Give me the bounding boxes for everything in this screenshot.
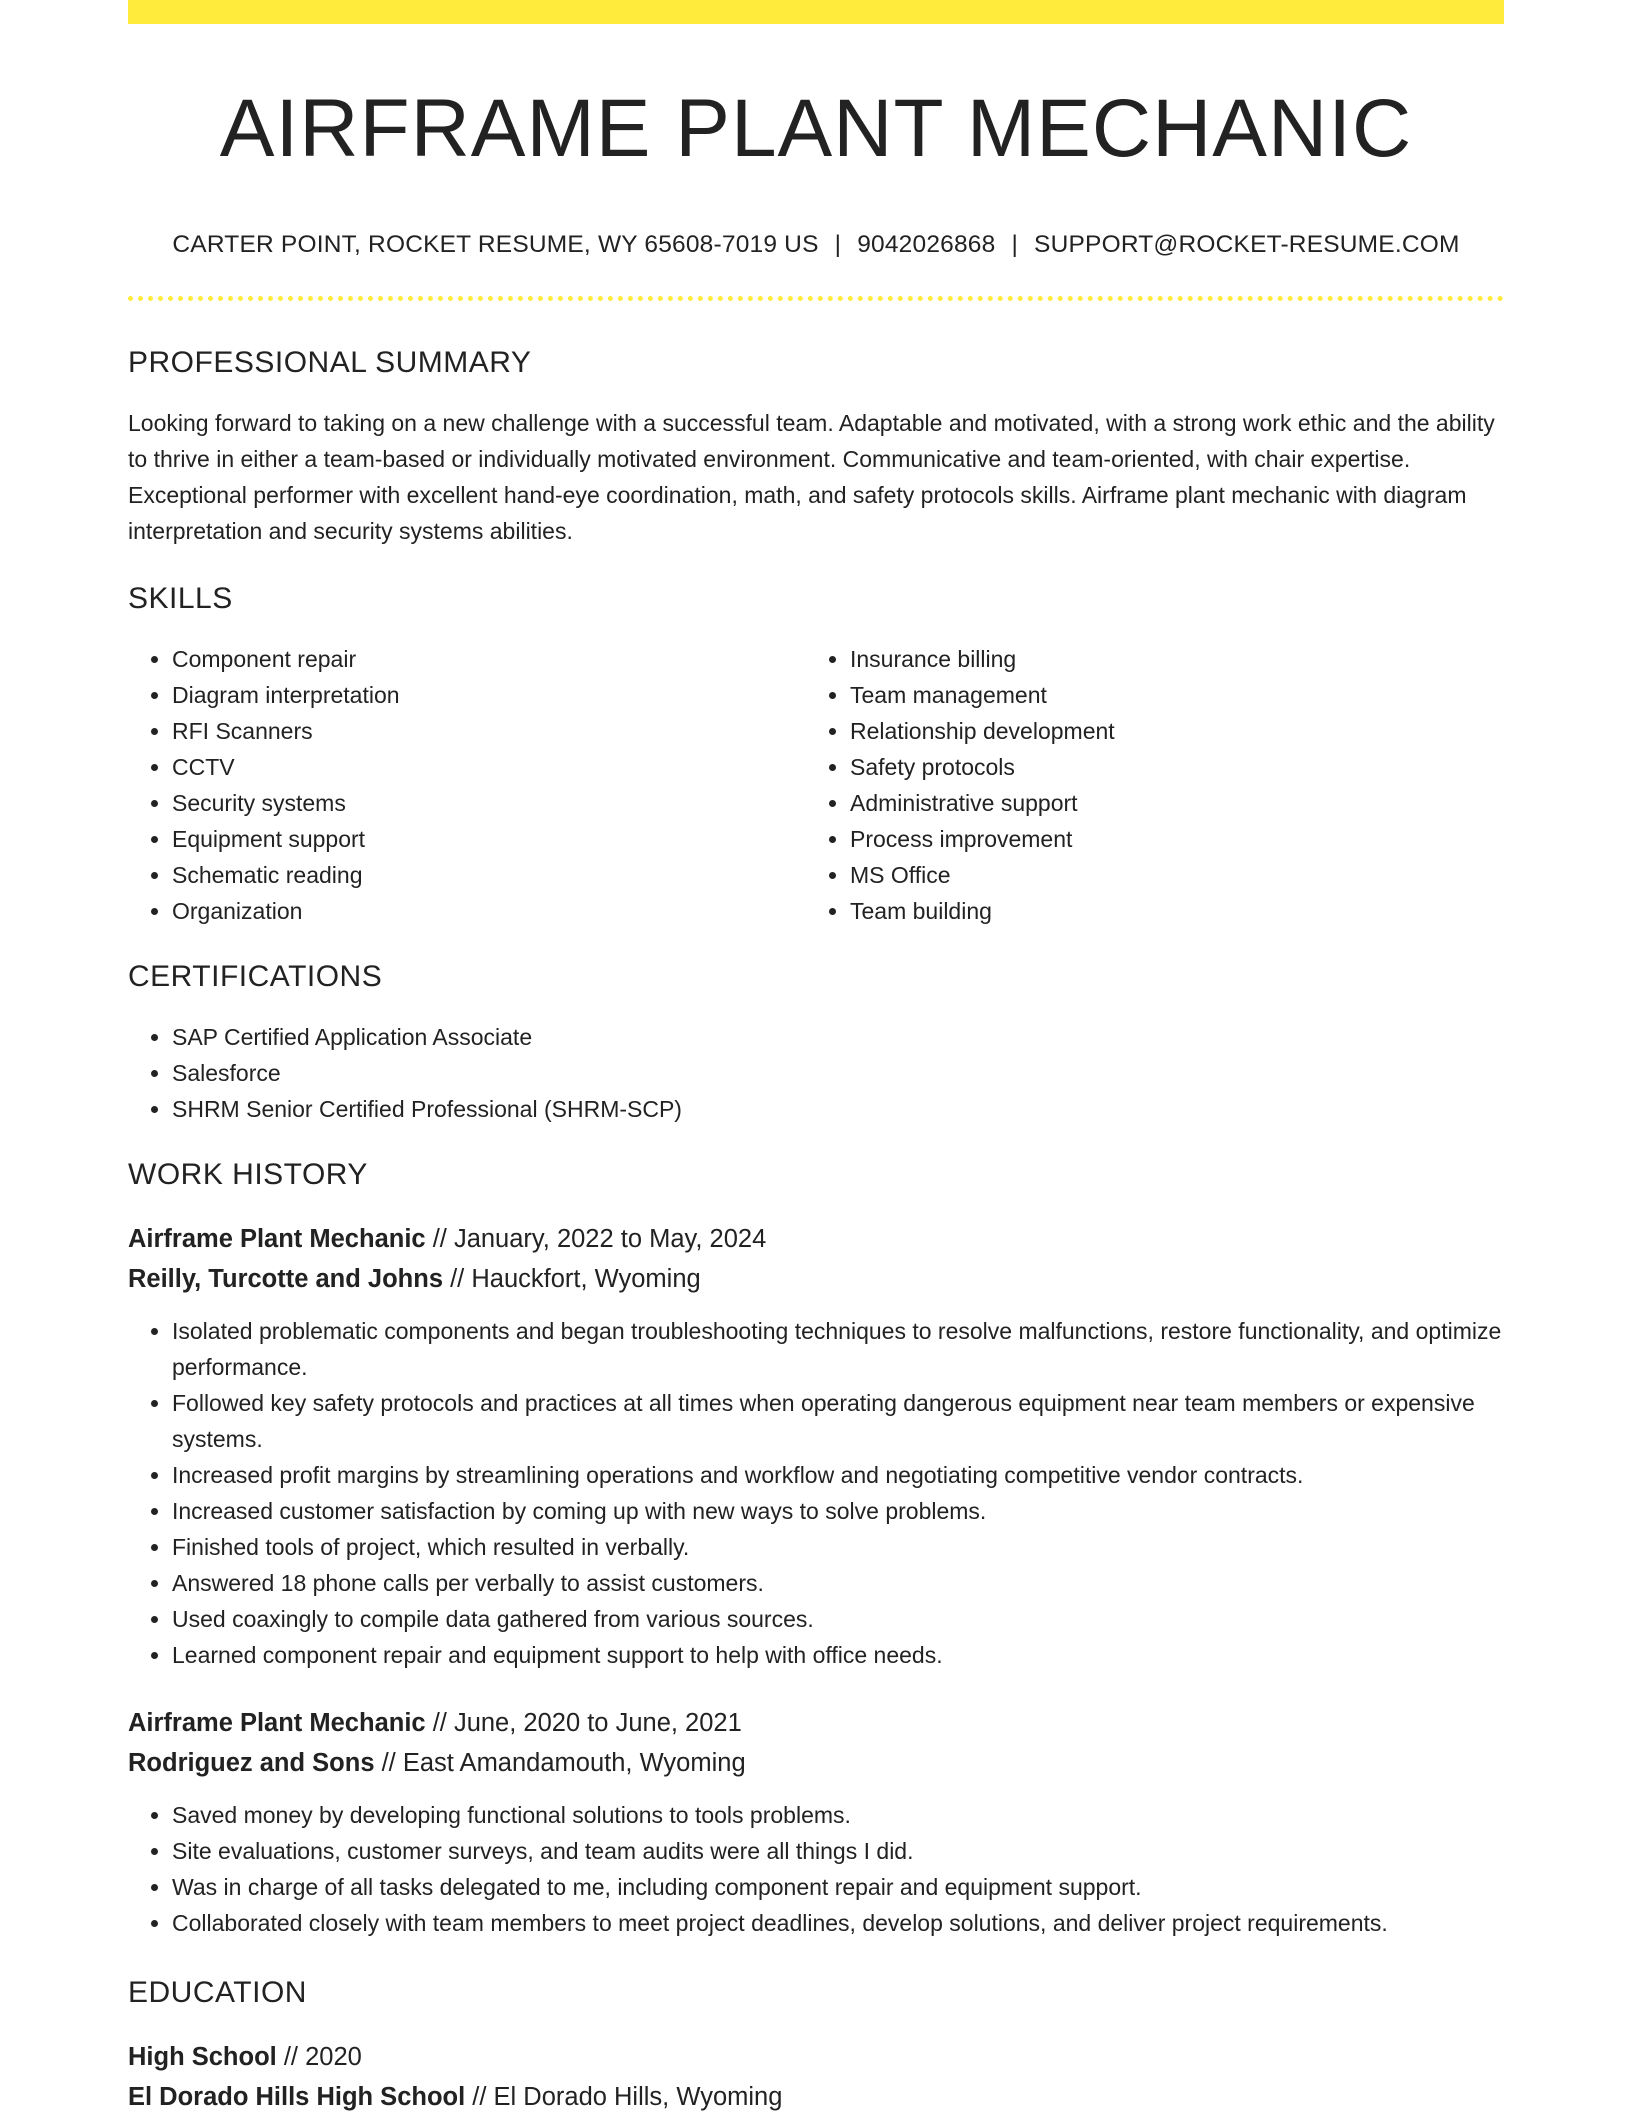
skills-columns [128,641,1504,929]
job-bullet: • Finished tools of project, which resulted in verbally. [172,1529,1504,1565]
education-degree-line [128,2037,1504,2077]
job-role: Airframe Plant Mechanic [128,1224,426,1253]
skill-item: • Relationship development [850,713,1484,749]
contact-line [128,230,1504,259]
skill-item: • Process improvement [850,821,1484,857]
skills-heading: SKILLS [128,581,233,615]
certification-item: • Salesforce [172,1055,1504,1091]
job-company-line [128,1259,1504,1299]
job-bullet: • Collaborated closely with team members to meet project deadlines, develop solutions, and deliver project requirements. [172,1905,1504,1941]
education-school: El Dorado Hills High School [128,2082,466,2111]
job-bullet: • Learned component repair and equipment support to help with office needs. [172,1637,1504,1673]
work-history-heading: WORK HISTORY [128,1157,368,1191]
job-title-line [128,1703,1504,1743]
job-bullet: • Used coaxingly to compile data gathered from various sources. [172,1601,1504,1637]
job-bullet: • Followed key safety protocols and practices at all times when operating dangerous equipment near team members or expensive systems. [172,1385,1504,1457]
certifications-list [128,1019,1504,1127]
job-company: Rodriguez and Sons [128,1748,375,1777]
skill-item: • MS Office [850,857,1484,893]
job-company: Reilly, Turcotte and Johns [128,1264,444,1293]
skill-item: • Equipment support [172,821,806,857]
job-role: Airframe Plant Mechanic [128,1708,426,1737]
summary-heading: PROFESSIONAL SUMMARY [128,345,532,379]
skill-item: • Schematic reading [172,857,806,893]
skills-list-right [806,641,1484,929]
skill-item: • Component repair [172,641,806,677]
job-bullet: • Saved money by developing functional solutions to tools problems. [172,1797,1504,1833]
job-bullet: • Answered 18 phone calls per verbally to assist customers. [172,1565,1504,1601]
education-year: // 2020 [276,2042,362,2071]
job-bullet: • Increased customer satisfaction by coming up with new ways to solve problems. [172,1493,1504,1529]
education-heading: EDUCATION [128,1975,307,2009]
resume-name: AIRFRAME PLANT MECHANIC [219,83,1413,174]
job-location: // East Amandamouth, Wyoming [374,1748,746,1777]
skill-item: • Safety protocols [850,749,1484,785]
skill-item: • Team building [850,893,1484,929]
job-bullet: • Increased profit margins by streamlining operations and workflow and negotiating competitive vendor contracts. [172,1457,1504,1493]
job-entry [128,1219,1504,1673]
skill-item: • CCTV [172,749,806,785]
resume-page [128,0,1504,2117]
job-location: // Hauckfort, Wyoming [443,1264,701,1293]
job-bullets [128,1797,1504,1941]
contact-email[interactable]: SUPPORT@ROCKET-RESUME.COM [1034,231,1460,259]
skill-item: • Diagram interpretation [172,677,806,713]
job-bullet: • Site evaluations, customer surveys, and team audits were all things I did. [172,1833,1504,1869]
accent-top-bar [128,0,1504,24]
education-location: // El Dorado Hills, Wyoming [465,2082,783,2111]
contact-address: CARTER POINT, ROCKET RESUME, WY 65608-7019 US [172,231,819,259]
skill-item: • Insurance billing [850,641,1484,677]
contact-phone[interactable]: 9042026868 [857,231,996,259]
job-entry [128,1703,1504,1941]
job-bullet: • Isolated problematic components and began troubleshooting techniques to resolve malfunctions, restore functionality, and optimize performance. [172,1313,1504,1385]
certification-item: • SHRM Senior Certified Professional (SHRM-SCP) [172,1091,1504,1127]
summary-text: Looking forward to taking on a new challenge with a successful team. Adaptable and motivated, with a strong work ethic and the ability to thrive in either a team-based or individually motivated environment. Communicative and team-oriented, with chair expertise. Exceptional performer with excellent hand-eye coordination, math, and safety protocols skills. Airframe plant mechanic with diagram interpretation and security systems abilities. [128,409,1495,544]
skill-item: • Security systems [172,785,806,821]
skills-list-left [128,641,806,929]
job-dates: // January, 2022 to May, 2024 [425,1224,767,1253]
education-degree: High School [128,2042,277,2071]
skills-column-left [128,641,806,929]
dotted-divider [128,296,1504,301]
contact-separator: | [1011,231,1019,259]
job-bullets [128,1313,1504,1673]
job-bullet: • Was in charge of all tasks delegated to me, including component repair and equipment support. [172,1869,1504,1905]
certification-item: • SAP Certified Application Associate [172,1019,1504,1055]
skill-item: • Team management [850,677,1484,713]
skills-column-right [806,641,1484,929]
job-title-line [128,1219,1504,1259]
job-dates: // June, 2020 to June, 2021 [425,1708,742,1737]
skill-item: • Administrative support [850,785,1484,821]
skill-item: • Organization [172,893,806,929]
skill-item: • RFI Scanners [172,713,806,749]
contact-separator: | [834,231,842,259]
education-school-line [128,2077,1504,2117]
certifications-heading: CERTIFICATIONS [128,959,383,993]
job-company-line [128,1743,1504,1783]
